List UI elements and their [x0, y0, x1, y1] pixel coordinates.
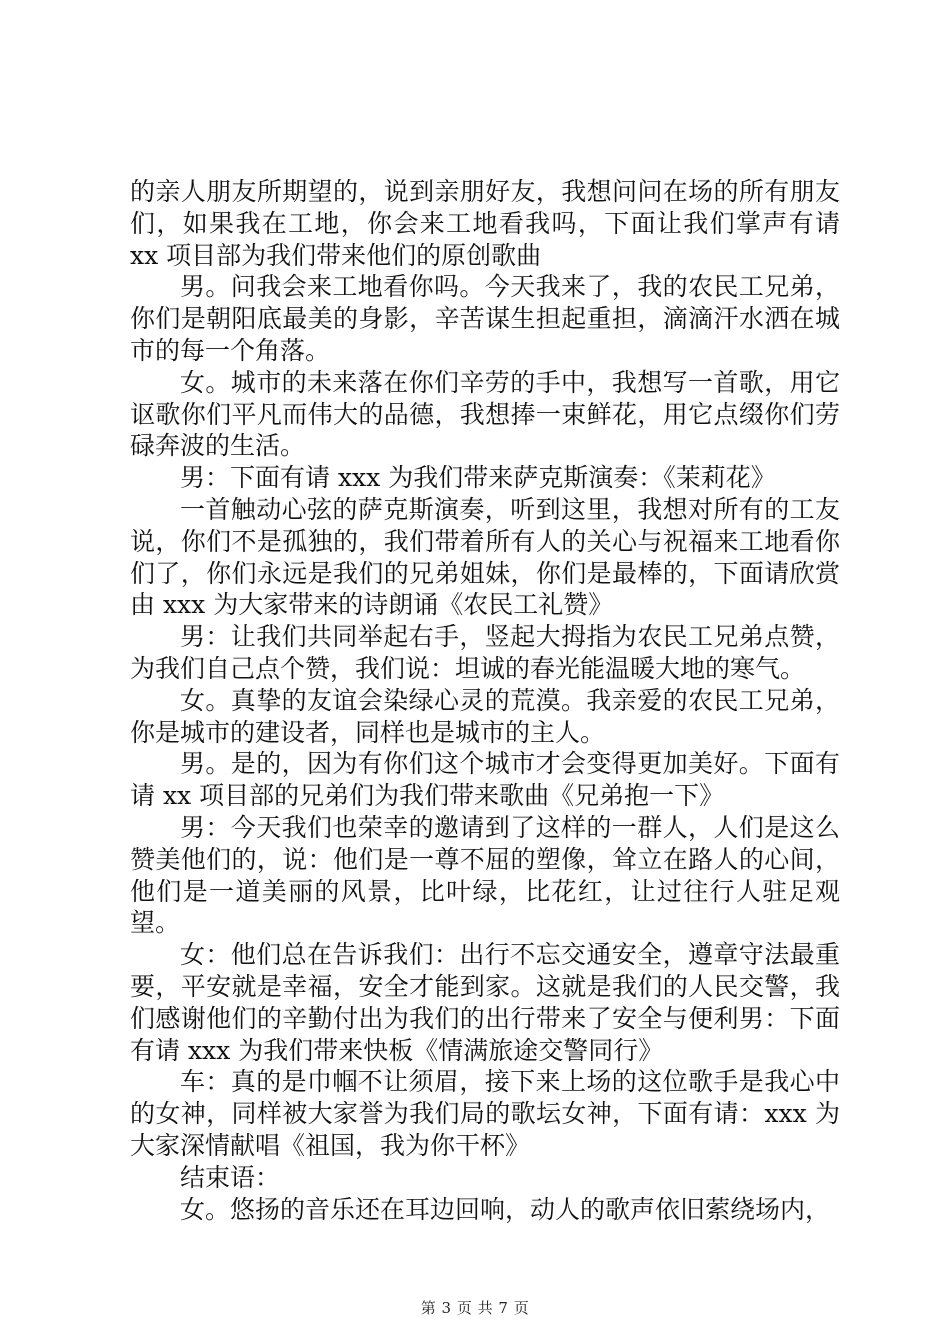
paragraph: 一首触动心弦的萨克斯演奏，听到这里，我想对所有的工友说，你们不是孤独的，我们带着所有人的关心与祝福来工地看你们了，你们永远是我们的兄弟姐妹，你们是最棒的，下面请欣赏由 xxx 为大家带来的诗朗诵《农民工礼赞》 — [130, 494, 840, 620]
paragraph: 车：真的是巾帼不让须眉，接下来上场的这位歌手是我心中的女神，同样被大家誉为我们局的歌坛女神，下面有请：xxx 为大家深情献唱《祖国，我为你干杯》 — [130, 1067, 840, 1160]
paragraph: 男：让我们共同举起右手，竖起大拇指为农民工兄弟点赞，为我们自己点个赞，我们说：坦诚的春光能温暖大地的寒气。 — [130, 622, 840, 683]
paragraph: 女。真挚的友谊会染绿心灵的荒漠。我亲爱的农民工兄弟，你是城市的建设者，同样也是城市的主人。 — [130, 685, 840, 747]
paragraph: 女：他们总在告诉我们：出行不忘交通安全，遵章守法最重要，平安就是幸福，安全才能到家。这就是我们的人民交警，我们感谢他们的辛勤付出为我们的出行带来了安全与便利男：下面有请 xxx 为我们带来快板《情满旅途交警同行》 — [130, 940, 840, 1065]
paragraph: 女。悠扬的音乐还在耳边回响，动人的歌声依旧萦绕场内， — [180, 1194, 831, 1224]
paragraph: 男。问我会来工地看你吗。今天我来了，我的农民工兄弟，你们是朝阳底最美的身影，辛苦谋生担起重担，滴滴汗水洒在城市的每一个角落。 — [130, 272, 840, 365]
paragraph: 男：下面有请 xxx 为我们带来萨克斯演奏：《茉莉花》 — [180, 463, 776, 493]
document-body — [130, 176, 840, 1225]
paragraph: 男。是的，因为有你们这个城市才会变得更加美好。下面有请 xx 项目部的兄弟们为我们带来歌曲《兄弟抱一下》 — [130, 749, 840, 811]
page-footer: 第 3 页 共 7 页 — [420, 1299, 530, 1317]
section-heading: 结束语： — [180, 1162, 281, 1192]
paragraph: 的亲人朋友所期望的，说到亲朋好友，我想问问在场的所有朋友们，如果我在工地，你会来工地看我吗，下面让我们掌声有请 xx 项目部为我们带来他们的原创歌曲 — [130, 177, 840, 270]
paragraph: 女。城市的未来落在你们辛劳的手中，我想写一首歌，用它讴歌你们平凡而伟大的品德，我想捧一束鲜花，用它点缀你们劳碌奔波的生活。 — [130, 367, 840, 461]
paragraph: 男：今天我们也荣幸的邀请到了这样的一群人，人们是这么赞美他们的，说：他们是一尊不屈的塑像，耸立在路人的心间，他们是一道美丽的风景，比叶绿，比花红，让过往行人驻足观望。 — [130, 812, 840, 938]
